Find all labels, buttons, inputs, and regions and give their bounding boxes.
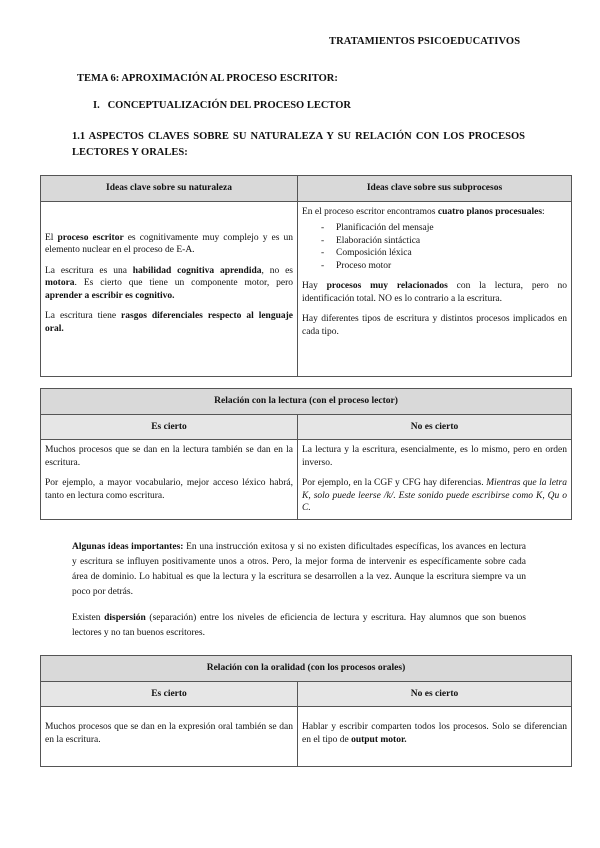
lectura-es-cierto-p1: Muchos procesos que se dan en la lectura también se dan en la escritura.	[45, 445, 293, 468]
running-header: TRATAMIENTOS PSICOEDUCATIVOS	[329, 36, 521, 47]
cell-oralidad-es-cierto	[41, 707, 298, 767]
lectura-no-es-cierto-p1: La lectura y la escritura, esencialmente, es lo mismo, pero en orden inverso.	[302, 445, 568, 468]
col-header-naturaleza: Ideas clave sobre su naturaleza	[41, 176, 298, 202]
cell-oralidad-no-es-cierto	[298, 707, 572, 767]
col-header-no-es-cierto: No es cierto	[298, 414, 572, 440]
ideas-importantes-paragraph: Algunas ideas importantes: En una instrucción exitosa y si no existen dificultades específicas, los avances en lectura y escritura se influyen positivamente unos a otros. Pero, la mejor forma de intervenir es específicamente sobre cada área de dominio. Lo habitual es que la lectura y la escritura se desarrollen a la vez. Aunque la escritura siempre va un poco por detrás.	[72, 542, 526, 597]
table-relacion-lectura	[40, 388, 572, 520]
cell-lectura-es-cierto	[41, 440, 298, 520]
lectura-es-cierto-p2: Por ejemplo, a mayor vocabulario, mejor acceso léxico habrá, tanto en lectura como escritura.	[45, 478, 293, 501]
oralidad-no-es-cierto-p1: Hablar y escribir comparten todos los procesos. Solo se diferencian en el tipo de output motor.	[302, 722, 567, 745]
list-item: - Composición léxica	[336, 247, 567, 260]
col-header-es-cierto: Es cierto	[41, 414, 298, 440]
list-item: - Elaboración sintáctica	[336, 235, 567, 248]
subsection-heading: 1.1 ASPECTOS CLAVES SOBRE SU NATURALEZA Y SU RELACIÓN CON LOS PROCESOS LECTORES Y ORALES:	[72, 131, 525, 158]
table-title-oralidad: Relación con la oralidad (con los procesos orales)	[41, 656, 572, 682]
cell-lectura-no-es-cierto	[298, 440, 572, 520]
naturaleza-p1: El proceso escritor es cognitivamente muy complejo y es un elemento nuclear en el proceso de E-A.	[45, 232, 293, 255]
tema-title: TEMA 6: APROXIMACIÓN AL PROCESO ESCRITOR:	[77, 73, 338, 84]
col-header-subprocesos: Ideas clave sobre sus subprocesos	[298, 176, 572, 202]
list-item: - Planificación del mensaje	[336, 222, 567, 235]
subprocesos-p2: Hay procesos muy relacionados con la lectura, pero no identificación total. NO es lo contrario a la escritura.	[302, 281, 567, 304]
table-relacion-oralidad	[40, 655, 572, 767]
cell-subprocesos	[298, 201, 572, 376]
cell-naturaleza	[41, 201, 298, 376]
naturaleza-p3: La escritura tiene rasgos diferenciales respecto al lenguaje oral.	[45, 311, 293, 334]
naturaleza-p2: La escritura es una habilidad cognitiva aprendida, no es motora. Es cierto que tiene un componente motor, pero aprender a escribir es cognitivo.	[45, 265, 293, 301]
lectura-no-es-cierto-p2: Por ejemplo, en la CGF y CFG hay diferencias. Mientras que la letra K, solo puede leerse /k/. Este sonido puede escribirse como K, Qu o C.	[302, 478, 568, 513]
col-header-es-cierto: Es cierto	[41, 681, 298, 707]
table-title-lectura: Relación con la lectura (con el proceso lector)	[41, 389, 572, 415]
subprocesos-p3: Hay diferentes tipos de escritura y distintos procesos implicados en cada tipo.	[302, 314, 567, 337]
table-naturaleza-subprocesos	[40, 175, 572, 377]
col-header-no-es-cierto: No es cierto	[298, 681, 572, 707]
section-heading: I. CONCEPTUALIZACIÓN DEL PROCESO LECTOR	[93, 100, 351, 111]
dispersion-paragraph: Existen dispersión (separación) entre los niveles de eficiencia de lectura y escritura. Hay alumnos que son buenos lectores y no tan buenos escritores.	[72, 613, 526, 638]
oralidad-es-cierto-p1: Muchos procesos que se dan en la expresión oral también se dan en la escritura.	[45, 722, 293, 745]
subprocesos-p1: En el proceso escritor encontramos cuatro planos procesuales:	[302, 206, 545, 217]
planos-list	[302, 222, 567, 272]
list-item: - Proceso motor	[336, 260, 567, 273]
